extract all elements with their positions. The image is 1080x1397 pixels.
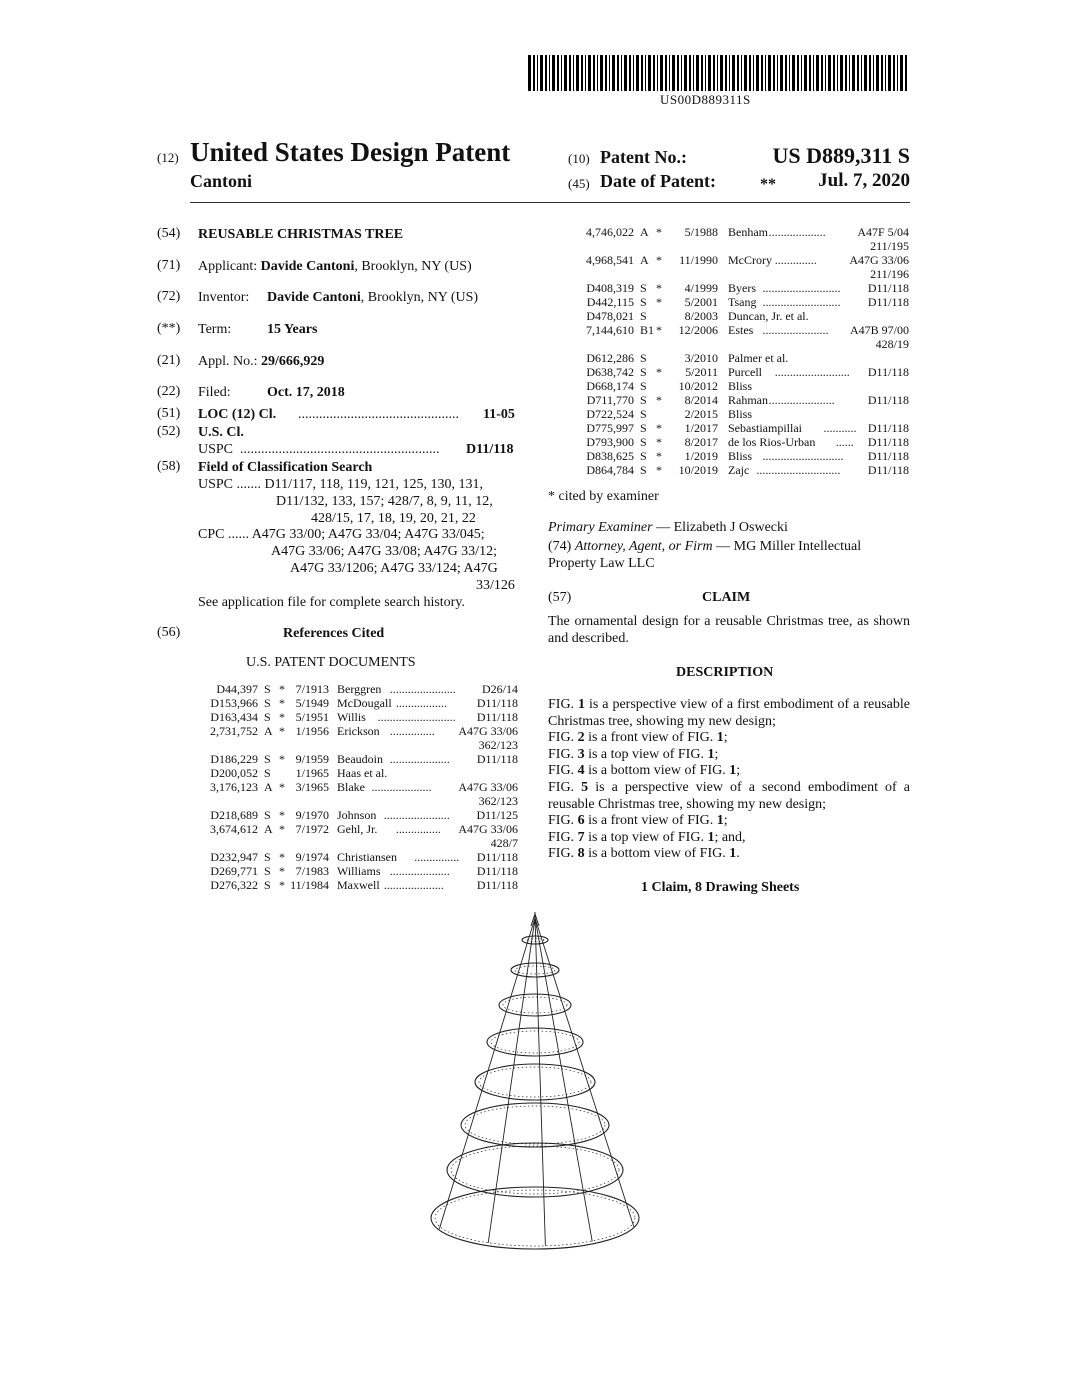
reference-number: D638,742 — [586, 365, 634, 379]
field-uspc-line-3: 428/15, 17, 18, 19, 20, 21, 22 — [311, 511, 476, 526]
date-of-patent: Jul. 7, 2020 — [818, 170, 910, 191]
barcode-number: US00D889311S — [660, 92, 751, 107]
reference-number: D200,052 — [210, 766, 258, 780]
reference-class: D11/118 — [476, 878, 518, 892]
applicant-location: , Brooklyn, NY (US) — [354, 259, 472, 274]
reference-number: 4,746,022 — [586, 225, 634, 239]
inid-72: (72) — [157, 289, 181, 304]
term-label: Term: — [198, 322, 232, 337]
inventor-label: Inventor: — [198, 290, 250, 305]
inid-58: (58) — [157, 459, 181, 474]
reference-class: D11/118 — [867, 463, 909, 477]
reference-cited-star: * — [279, 724, 285, 738]
reference-name: Willis — [337, 710, 366, 724]
reference-kind: S — [264, 696, 271, 710]
reference-cited-star: * — [279, 878, 285, 892]
inid-74: (74) — [548, 539, 572, 554]
claim-text: The ornamental design for a reusable Christmas tree, as shown and described. — [548, 614, 910, 646]
reference-class: A47G 33/06 — [849, 253, 909, 267]
reference-kind: S — [640, 435, 647, 449]
reference-kind: S — [264, 808, 271, 822]
reference-date: 3/2010 — [684, 351, 718, 365]
uspc-value: D11/118 — [466, 442, 514, 457]
description-body — [548, 697, 910, 863]
reference-kind: A — [264, 780, 273, 794]
reference-name: Tsang — [728, 295, 757, 309]
reference-date: 5/1951 — [295, 710, 329, 724]
reference-name: Purcell — [728, 365, 762, 379]
reference-class: D11/118 — [867, 421, 909, 435]
reference-kind: S — [640, 421, 647, 435]
applicant-name: Davide Cantoni — [260, 259, 355, 274]
figure-description: FIG. 1 is a perspective view of a first embodiment of a reusable Christmas tree, showing my new design; — [548, 697, 910, 729]
reference-dots: ...................... — [762, 323, 829, 337]
examiner-label: Primary Examiner — [548, 520, 653, 535]
reference-name: Bliss — [728, 449, 753, 463]
reference-dots: ........................... — [762, 449, 844, 463]
reference-class-secondary: 211/195 — [870, 239, 909, 253]
reference-cited-star: * — [656, 421, 662, 435]
reference-kind: S — [640, 309, 647, 323]
reference-class: A47G 33/06 — [458, 780, 518, 794]
reference-class: A47G 33/06 — [458, 724, 518, 738]
reference-dots: ................... — [768, 225, 826, 239]
reference-dots: .................... — [383, 878, 444, 892]
reference-date: 5/1988 — [684, 225, 718, 239]
reference-name: McCrory — [728, 253, 772, 267]
reference-name: Maxwell — [337, 878, 380, 892]
reference-cited-star: * — [656, 323, 662, 337]
reference-kind: S — [264, 878, 271, 892]
inid-12: (12) — [157, 150, 179, 165]
reference-dots: ............................ — [756, 463, 841, 477]
appl-no — [198, 353, 324, 370]
reference-cited-star: * — [656, 435, 662, 449]
figure-description: FIG. 3 is a top view of FIG. 1; — [548, 746, 719, 762]
reference-kind: S — [640, 365, 647, 379]
description-heading: DESCRIPTION — [676, 665, 774, 680]
reference-number: D478,021 — [586, 309, 634, 323]
reference-dots: ......................... — [774, 365, 850, 379]
reference-date: 7/1972 — [295, 822, 329, 836]
reference-name: Christiansen — [337, 850, 397, 864]
reference-dots: .................... — [389, 864, 450, 878]
inid-term: (**) — [157, 321, 181, 336]
reference-kind: S — [640, 281, 647, 295]
claims-count: 1 Claim, 8 Drawing Sheets — [641, 880, 800, 895]
references-label: References Cited — [283, 626, 385, 641]
reference-dots: ...................... — [389, 682, 456, 696]
reference-number: D163,434 — [210, 710, 258, 724]
inid-51: (51) — [157, 406, 181, 421]
reference-dots: .................... — [389, 752, 450, 766]
reference-dots: ................. — [395, 696, 447, 710]
appl-label: Appl. No.: — [198, 354, 258, 369]
reference-date: 1/2017 — [684, 421, 718, 435]
reference-number: D44,397 — [216, 682, 258, 696]
loc-value: 11-05 — [483, 407, 515, 422]
reference-cited-star: * — [279, 682, 285, 696]
reference-number: D775,997 — [586, 421, 634, 435]
reference-date: 4/1999 — [684, 281, 718, 295]
attorney-name-2: Property Law LLC — [548, 556, 655, 571]
reference-class: D11/118 — [867, 393, 909, 407]
reference-number: D186,229 — [210, 752, 258, 766]
reference-number: D408,319 — [586, 281, 634, 295]
appl-number: 29/666,929 — [261, 354, 325, 369]
reference-class: D11/118 — [867, 365, 909, 379]
loc-label: LOC (12) Cl. — [198, 407, 277, 422]
reference-number: D838,625 — [586, 449, 634, 463]
field-cpc-line-2: A47G 33/06; A47G 33/08; A47G 33/12; — [271, 544, 497, 559]
christmas-tree-drawing — [395, 912, 685, 1292]
loc-dots: .............................................. — [298, 407, 459, 422]
reference-class: D11/125 — [476, 808, 518, 822]
barcode — [528, 55, 910, 91]
reference-cited-star: * — [656, 393, 662, 407]
reference-name: Duncan, Jr. et al. — [728, 309, 809, 323]
reference-class: A47F 5/04 — [857, 225, 909, 239]
reference-kind: S — [640, 379, 647, 393]
reference-dots: ............... — [414, 850, 460, 864]
reference-kind: S — [640, 407, 647, 421]
claim-heading: CLAIM — [702, 590, 751, 605]
reference-name: Bliss — [728, 379, 753, 393]
reference-date: 9/1959 — [295, 752, 329, 766]
reference-number: D722,524 — [586, 407, 634, 421]
reference-dots: ............... — [389, 724, 435, 738]
reference-dots: ............... — [395, 822, 441, 836]
figure-description: FIG. 7 is a top view of FIG. 1; and, — [548, 829, 746, 845]
field-search-label: Field of Classification Search — [198, 460, 373, 475]
attorney — [548, 538, 861, 555]
reference-date: 8/2003 — [684, 309, 718, 323]
reference-cited-star: * — [279, 752, 285, 766]
reference-cited-star: * — [279, 850, 285, 864]
reference-number: D668,174 — [586, 379, 634, 393]
reference-kind: S — [640, 351, 647, 365]
header-rule — [190, 202, 910, 203]
reference-name: Erickson — [337, 724, 380, 738]
reference-kind: A — [264, 822, 273, 836]
reference-cited-star: * — [656, 449, 662, 463]
reference-cited-star: * — [279, 808, 285, 822]
reference-number: D218,689 — [210, 808, 258, 822]
reference-date: 5/2001 — [684, 295, 718, 309]
reference-name: Palmer et al. — [728, 351, 789, 365]
reference-name: Rahman — [728, 393, 768, 407]
filed-date: Oct. 17, 2018 — [267, 385, 345, 400]
field-cpc-line-1: CPC ...... A47G 33/00; A47G 33/04; A47G 33/045; — [198, 527, 485, 542]
reference-name: Byers — [728, 281, 756, 295]
reference-date: 8/2014 — [684, 393, 718, 407]
reference-class-secondary: 211/196 — [870, 267, 909, 281]
reference-date: 10/2012 — [678, 379, 718, 393]
inid-21: (21) — [157, 353, 181, 368]
inid-56: (56) — [157, 625, 181, 640]
reference-cited-star: * — [279, 710, 285, 724]
reference-name: de los Rios-Urban — [728, 435, 816, 449]
figure-description: FIG. 6 is a front view of FIG. 1; — [548, 813, 728, 829]
reference-class: D26/14 — [482, 682, 518, 696]
reference-date: 9/1970 — [295, 808, 329, 822]
reference-number: 3,674,612 — [210, 822, 258, 836]
reference-number: 3,176,123 — [210, 780, 258, 794]
reference-dots: .............. — [774, 253, 817, 267]
reference-class: D11/118 — [476, 752, 518, 766]
inid-52: (52) — [157, 424, 181, 439]
reference-class: D11/118 — [867, 295, 909, 309]
patent-number: US D889,311 S — [772, 143, 910, 168]
reference-dots: ........... — [823, 421, 857, 435]
reference-number: D711,770 — [586, 393, 634, 407]
reference-kind: A — [640, 253, 649, 267]
document-title: United States Design Patent — [190, 137, 511, 167]
uspc-label: USPC — [198, 442, 234, 457]
reference-name: Sebastiampillai — [728, 421, 802, 435]
reference-number: D276,322 — [210, 878, 258, 892]
applicant — [198, 258, 472, 275]
field-cpc-line-4: 33/126 — [476, 578, 515, 593]
reference-kind: S — [264, 864, 271, 878]
date-of-patent-label: Date of Patent: — [600, 171, 716, 191]
reference-kind: S — [264, 850, 271, 864]
reference-class: D11/118 — [867, 449, 909, 463]
uspc-dots: ......................................................... — [240, 442, 440, 457]
reference-number: D232,947 — [210, 850, 258, 864]
reference-date: 12/2006 — [678, 323, 718, 337]
reference-date: 5/2011 — [685, 365, 718, 379]
reference-date: 5/1949 — [295, 696, 329, 710]
reference-cited-star: * — [656, 225, 662, 239]
reference-class: A47G 33/06 — [458, 822, 518, 836]
reference-name: Gehl, Jr. — [337, 822, 378, 836]
reference-date: 3/1965 — [295, 780, 329, 794]
reference-kind: S — [264, 752, 271, 766]
uscl-label: U.S. Cl. — [198, 425, 244, 440]
reference-cited-star: * — [656, 295, 662, 309]
reference-name: Bliss — [728, 407, 753, 421]
reference-class: D11/118 — [476, 696, 518, 710]
reference-kind: B1 — [640, 323, 655, 337]
reference-name: Zajc — [728, 463, 750, 477]
reference-kind: S — [264, 766, 271, 780]
reference-cited-star: * — [656, 463, 662, 477]
reference-class: D11/118 — [867, 281, 909, 295]
reference-cited-star: * — [279, 780, 285, 794]
reference-dots: ...................... — [383, 808, 450, 822]
reference-date: 9/1974 — [295, 850, 329, 864]
figure-description: FIG. 2 is a front view of FIG. 1; — [548, 730, 728, 746]
us-patent-documents-label: U.S. PATENT DOCUMENTS — [246, 655, 416, 670]
examiner-name: — Elizabeth J Oswecki — [652, 520, 788, 535]
reference-date: 7/1913 — [295, 682, 329, 696]
reference-class-secondary: 362/123 — [478, 738, 518, 752]
reference-dots: .......................... — [377, 710, 456, 724]
primary-examiner — [548, 519, 788, 536]
reference-class: D11/118 — [476, 864, 518, 878]
reference-kind: S — [264, 710, 271, 724]
figure-description: FIG. 4 is a bottom view of FIG. 1; — [548, 763, 741, 779]
reference-name: Blake — [337, 780, 365, 794]
inid-45: (45) — [568, 176, 590, 191]
inventor-name: Davide Cantoni — [267, 290, 361, 305]
attorney-name-1: — MG Miller Intellectual — [712, 539, 862, 554]
reference-class-secondary: 362/123 — [478, 794, 518, 808]
inventor-location: , Brooklyn, NY (US) — [360, 290, 479, 305]
applicant-label: Applicant: — [198, 259, 258, 274]
reference-kind: A — [640, 225, 649, 239]
reference-kind: S — [264, 682, 271, 696]
reference-date: 11/1990 — [679, 253, 718, 267]
reference-number: 2,731,752 — [210, 724, 258, 738]
reference-number: D442,115 — [586, 295, 634, 309]
reference-date: 2/2015 — [684, 407, 718, 421]
reference-name: Berggren — [337, 682, 382, 696]
reference-cited-star: * — [279, 864, 285, 878]
field-uspc-line-1: USPC ....... D11/117, 118, 119, 121, 125, 130, 131, — [198, 477, 483, 492]
reference-date: 10/2019 — [678, 463, 718, 477]
reference-date: 7/1983 — [295, 864, 329, 878]
reference-kind: A — [264, 724, 273, 738]
reference-cited-star: * — [279, 822, 285, 836]
reference-class: A47B 97/00 — [849, 323, 909, 337]
inid-71: (71) — [157, 258, 181, 273]
inid-10: (10) — [568, 151, 590, 166]
reference-dots: .......................... — [762, 295, 841, 309]
reference-cited-star: * — [279, 696, 285, 710]
reference-class-secondary: 428/19 — [875, 337, 909, 351]
figure-description: FIG. 8 is a bottom view of FIG. 1. — [548, 846, 740, 862]
figure-description: FIG. 5 is a perspective view of a second embodiment of a reusable Christmas tree, showing my new design; — [548, 779, 911, 812]
reference-kind: S — [640, 295, 647, 309]
reference-kind: S — [640, 449, 647, 463]
field-uspc-line-2: D11/132, 133, 157; 428/7, 8, 9, 11, 12, — [276, 494, 493, 509]
reference-number: D153,966 — [210, 696, 258, 710]
reference-name: Estes — [728, 323, 754, 337]
reference-kind: S — [640, 393, 647, 407]
reference-dots: ...... — [835, 435, 854, 449]
reference-date: 8/2017 — [684, 435, 718, 449]
reference-number: D793,900 — [586, 435, 634, 449]
reference-class: D11/118 — [867, 435, 909, 449]
inventor — [198, 289, 249, 306]
reference-cited-star: * — [656, 365, 662, 379]
reference-date: 1/2019 — [684, 449, 718, 463]
reference-date: 1/1956 — [295, 724, 329, 738]
inid-57: (57) — [548, 590, 572, 605]
reference-number: 7,144,610 — [586, 323, 634, 337]
patent-no-label: Patent No.: — [600, 147, 687, 167]
reference-kind: S — [640, 463, 647, 477]
reference-cited-star: * — [656, 253, 662, 267]
reference-class: D11/118 — [476, 710, 518, 724]
reference-cited-star: * — [656, 281, 662, 295]
reference-class: D11/118 — [476, 850, 518, 864]
reference-number: D612,286 — [586, 351, 634, 365]
date-marker: ** — [760, 176, 776, 193]
reference-name: Williams — [337, 864, 381, 878]
reference-name: McDougall — [337, 696, 392, 710]
reference-number: D864,784 — [586, 463, 634, 477]
reference-dots: .................... — [371, 780, 432, 794]
reference-date: 1/1965 — [295, 766, 329, 780]
term-value: 15 Years — [267, 322, 318, 337]
patent-title: REUSABLE CHRISTMAS TREE — [198, 227, 404, 242]
reference-name: Beaudoin — [337, 752, 383, 766]
see-application: See application file for complete search history. — [198, 595, 465, 610]
reference-dots: ...................... — [768, 393, 835, 407]
reference-date: 11/1984 — [290, 878, 329, 892]
inventor-value — [267, 289, 478, 306]
reference-name: Benham — [728, 225, 768, 239]
reference-dots: .......................... — [762, 281, 841, 295]
field-cpc-line-3: A47G 33/1206; A47G 33/124; A47G — [290, 561, 498, 576]
cited-by-examiner: * cited by examiner — [548, 489, 659, 504]
reference-class-secondary: 428/7 — [490, 836, 518, 850]
reference-name: Johnson — [337, 808, 377, 822]
inventor-short: Cantoni — [190, 171, 253, 191]
reference-number: D269,771 — [210, 864, 258, 878]
inid-22: (22) — [157, 384, 181, 399]
inid-54: (54) — [157, 226, 181, 241]
filed-label: Filed: — [198, 385, 231, 400]
attorney-label: Attorney, Agent, or Firm — [574, 539, 713, 554]
reference-name: Haas et al. — [337, 766, 388, 780]
reference-number: 4,968,541 — [586, 253, 634, 267]
